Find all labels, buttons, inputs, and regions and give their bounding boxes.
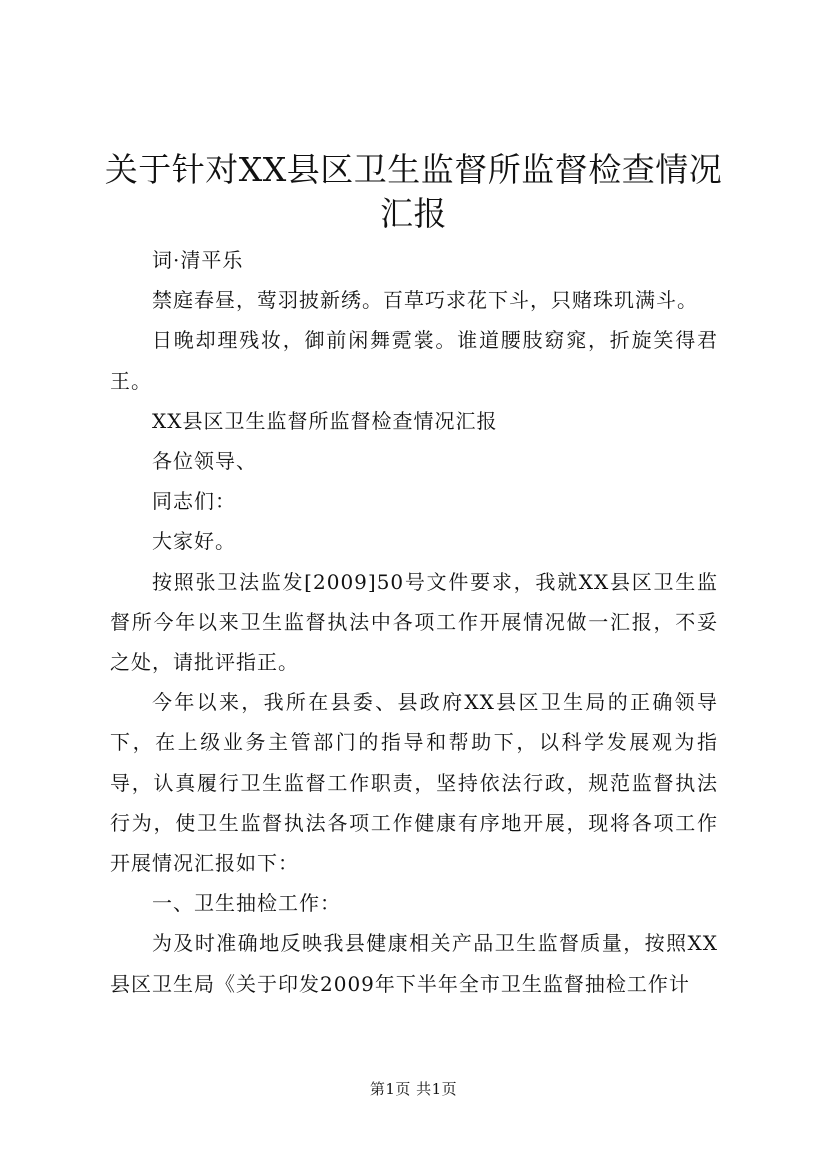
document-body [110,240,718,1004]
section-heading-1: 一、卫生抽检工作： [152,891,341,916]
document-title: 关于针对XX县区卫生监督所监督检查情况汇报 [104,150,723,233]
paragraph-report-heading: XX县区卫生监督所监督检查情况汇报 [152,408,498,433]
paragraph-section-1: 为及时准确地反映我县健康相关产品卫生监督质量，按照XX县区卫生局《关于印发2009年下半年全市卫生监督抽检工作计 [110,931,718,996]
paragraph-salutation-comrades: 同志们： [152,489,236,514]
paragraph-intro: 按照张卫法监发[2009]50号文件要求，我就XX县区卫生监督所今年以来卫生监督执法中各项工作开展情况做一汇报，不妥之处，请批评指正。 [110,569,718,675]
paragraph-greeting: 大家好。 [152,529,236,554]
paragraph-poem-title: 词·清平乐 [152,248,244,272]
paragraph-overview: 今年以来，我所在县委、县政府XX县区卫生局的正确领导下，在上级业务主管部门的指导和帮助下，以科学发展观为指导，认真履行卫生监督工作职责，坚持依法行政，规范监督执法行为，使卫生监督执法各项工作健康有序地开展，现将各项工作开展情况汇报如下： [110,690,718,876]
page-footer: 第1页 共1页 [369,1080,458,1098]
paragraph-poem-line-1: 禁庭春昼，莺羽披新绣。百草巧求花下斗，只赌珠玑满斗。 [152,288,698,313]
paragraph-salutation-leaders: 各位领导、 [152,449,257,474]
paragraph-poem-line-2: 日晚却理残妆，御前闲舞霓裳。谁道腰肢窈窕，折旋笑得君王。 [110,328,718,393]
